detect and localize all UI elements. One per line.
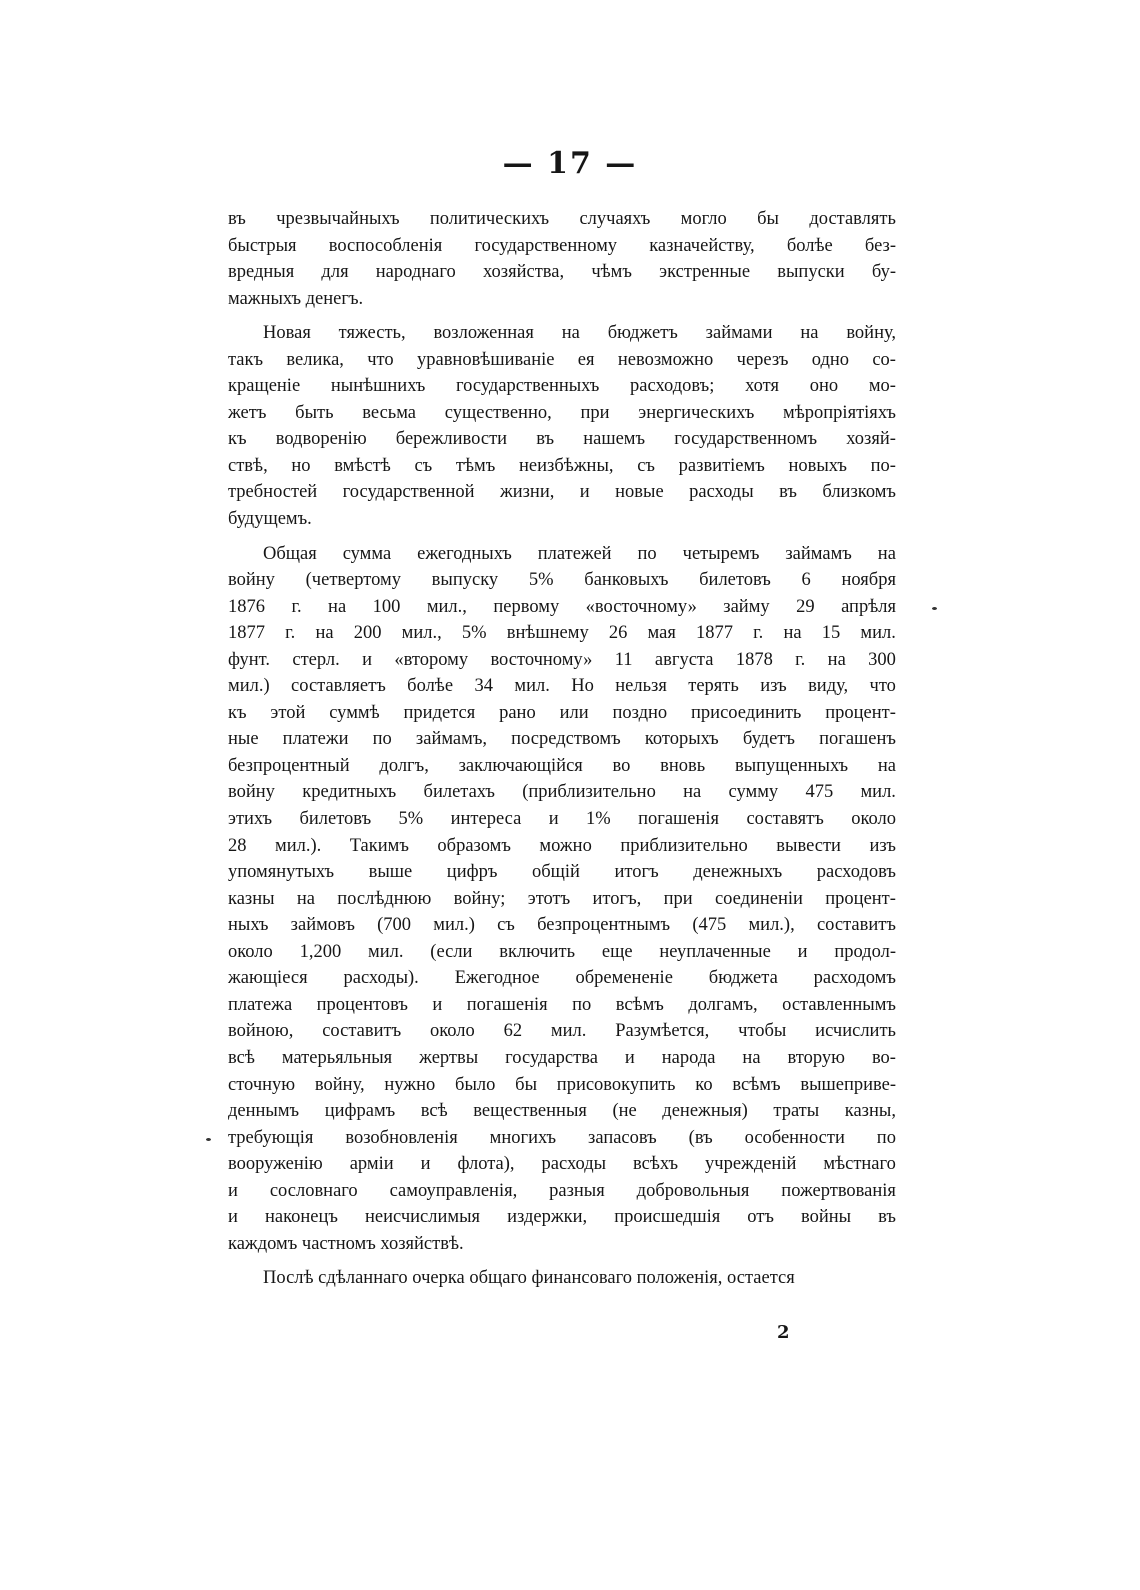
paragraph <box>228 206 896 312</box>
page-number: — 17 — <box>502 146 638 181</box>
text-line: къ этой суммѣ придется рано или поздно присоединить процент- <box>228 702 896 723</box>
text-line: этихъ билетовъ 5% интереса и 1% погашенія составятъ около <box>228 809 896 830</box>
text-line: такъ велика, что уравновѣшиваніе ея невозможно черезъ одно со- <box>228 349 896 370</box>
text-line: требностей государственной жизни, и новые расходы въ близкомъ <box>228 482 896 503</box>
text-line: платежа процентовъ и погашенія по всѣмъ долгамъ, оставленнымъ <box>228 994 896 1015</box>
text-line: безпроцентный долгъ, заключающійся во вновь выпущенныхъ на <box>228 755 896 776</box>
text-line: сточную войну, нужно было бы присовокупить ко всѣмъ вышеприве- <box>228 1074 896 1095</box>
text-line: Послѣ сдѣланнаго очерка общаго финансоваго положенія, остается <box>263 1268 795 1289</box>
text-line: 1877 г. на 200 мил., 5% внѣшнему 26 мая 1877 г. на 15 мил. <box>228 623 896 644</box>
text-line: ныхъ займовъ (700 мил.) съ безпроцентнымъ (475 мил.), составитъ <box>228 915 896 936</box>
text-line: упомянутыхъ выше цифръ общій итогъ денежныхъ расходовъ <box>228 862 896 883</box>
text-line: Общая сумма ежегодныхъ платежей по четыремъ займамъ на <box>263 543 896 564</box>
text-line: требующія возобновленія многихъ запасовъ (въ особенности по <box>228 1127 896 1148</box>
text-line: казны на послѣднюю войну; этотъ итогъ, при соединеніи процент- <box>228 888 896 909</box>
text-line: всѣ матерьяльныя жертвы государства и народа на вторую во- <box>228 1047 896 1068</box>
text-line: къ водворенію бережливости въ нашемъ государственномъ хозяй- <box>228 429 896 450</box>
text-line: каждомъ частномъ хозяйствѣ. <box>228 1233 464 1254</box>
text-line: и сословнаго самоуправленія, разныя добровольныя пожертвованія <box>228 1180 896 1201</box>
paragraph <box>228 1265 896 1292</box>
text-line: 28 мил.). Такимъ образомъ можно приблизительно вывести изъ <box>228 835 896 856</box>
text-line: ствѣ, но вмѣстѣ съ тѣмъ неизбѣжны, съ развитіемъ новыхъ по- <box>228 455 896 476</box>
text-line: быстрыя воспособленія государственному казначейству, болѣе без- <box>228 235 896 256</box>
print-speck <box>932 607 937 610</box>
paragraph <box>228 320 896 532</box>
text-line: мил.) составляетъ болѣе 34 мил. Но нельзя терять изъ виду, что <box>228 676 896 697</box>
text-line: вредныя для народнаго хозяйства, чѣмъ экстренные выпуски бу- <box>228 262 896 283</box>
text-line: Новая тяжесть, возложенная на бюджетъ займами на войну, <box>263 323 896 344</box>
print-speck <box>206 1138 211 1141</box>
text-line: около 1,200 мил. (если включить еще неуплаченные и продол- <box>228 941 896 962</box>
text-line: кращеніе нынѣшнихъ государственныхъ расходовъ; хотя оно мо- <box>228 376 896 397</box>
text-line: вооруженію арміи и флота), расходы всѣхъ учрежденій мѣстнаго <box>228 1154 896 1175</box>
paragraph <box>228 541 896 1258</box>
text-line: фунт. стерл. и «второму восточному» 11 августа 1878 г. на 300 <box>228 649 896 670</box>
text-line: войною, составитъ около 62 мил. Разумѣется, чтобы исчислить <box>228 1021 896 1042</box>
text-line: будущемъ. <box>228 509 312 530</box>
text-line: войну кредитныхъ билетахъ (приблизительно на сумму 475 мил. <box>228 782 896 803</box>
text-line: деннымъ цифрамъ всѣ вещественныя (не денежныя) траты казны, <box>228 1101 896 1122</box>
text-line: жающіеся расходы). Ежегодное обремененіе бюджета расходомъ <box>228 968 896 989</box>
text-line: мажныхъ денегъ. <box>228 288 364 309</box>
body-text <box>228 206 896 1292</box>
text-line: 1876 г. на 100 мил., первому «восточному» займу 29 апрѣля <box>228 596 896 617</box>
signature-mark: 2 <box>777 1322 790 1343</box>
text-line: войну (четвертому выпуску 5% банковыхъ билетовъ 6 ноября <box>228 570 896 591</box>
text-line: ные платежи по займамъ, посредствомъ которыхъ будетъ погашенъ <box>228 729 896 750</box>
text-line: жетъ быть весьма существенно, при энергическихъ мѣропріятіяхъ <box>228 402 896 423</box>
text-line: въ чрезвычайныхъ политическихъ случаяхъ могло бы доставлять <box>228 209 896 229</box>
text-line: и наконецъ неисчислимыя издержки, происшедшія отъ войны въ <box>228 1207 896 1228</box>
